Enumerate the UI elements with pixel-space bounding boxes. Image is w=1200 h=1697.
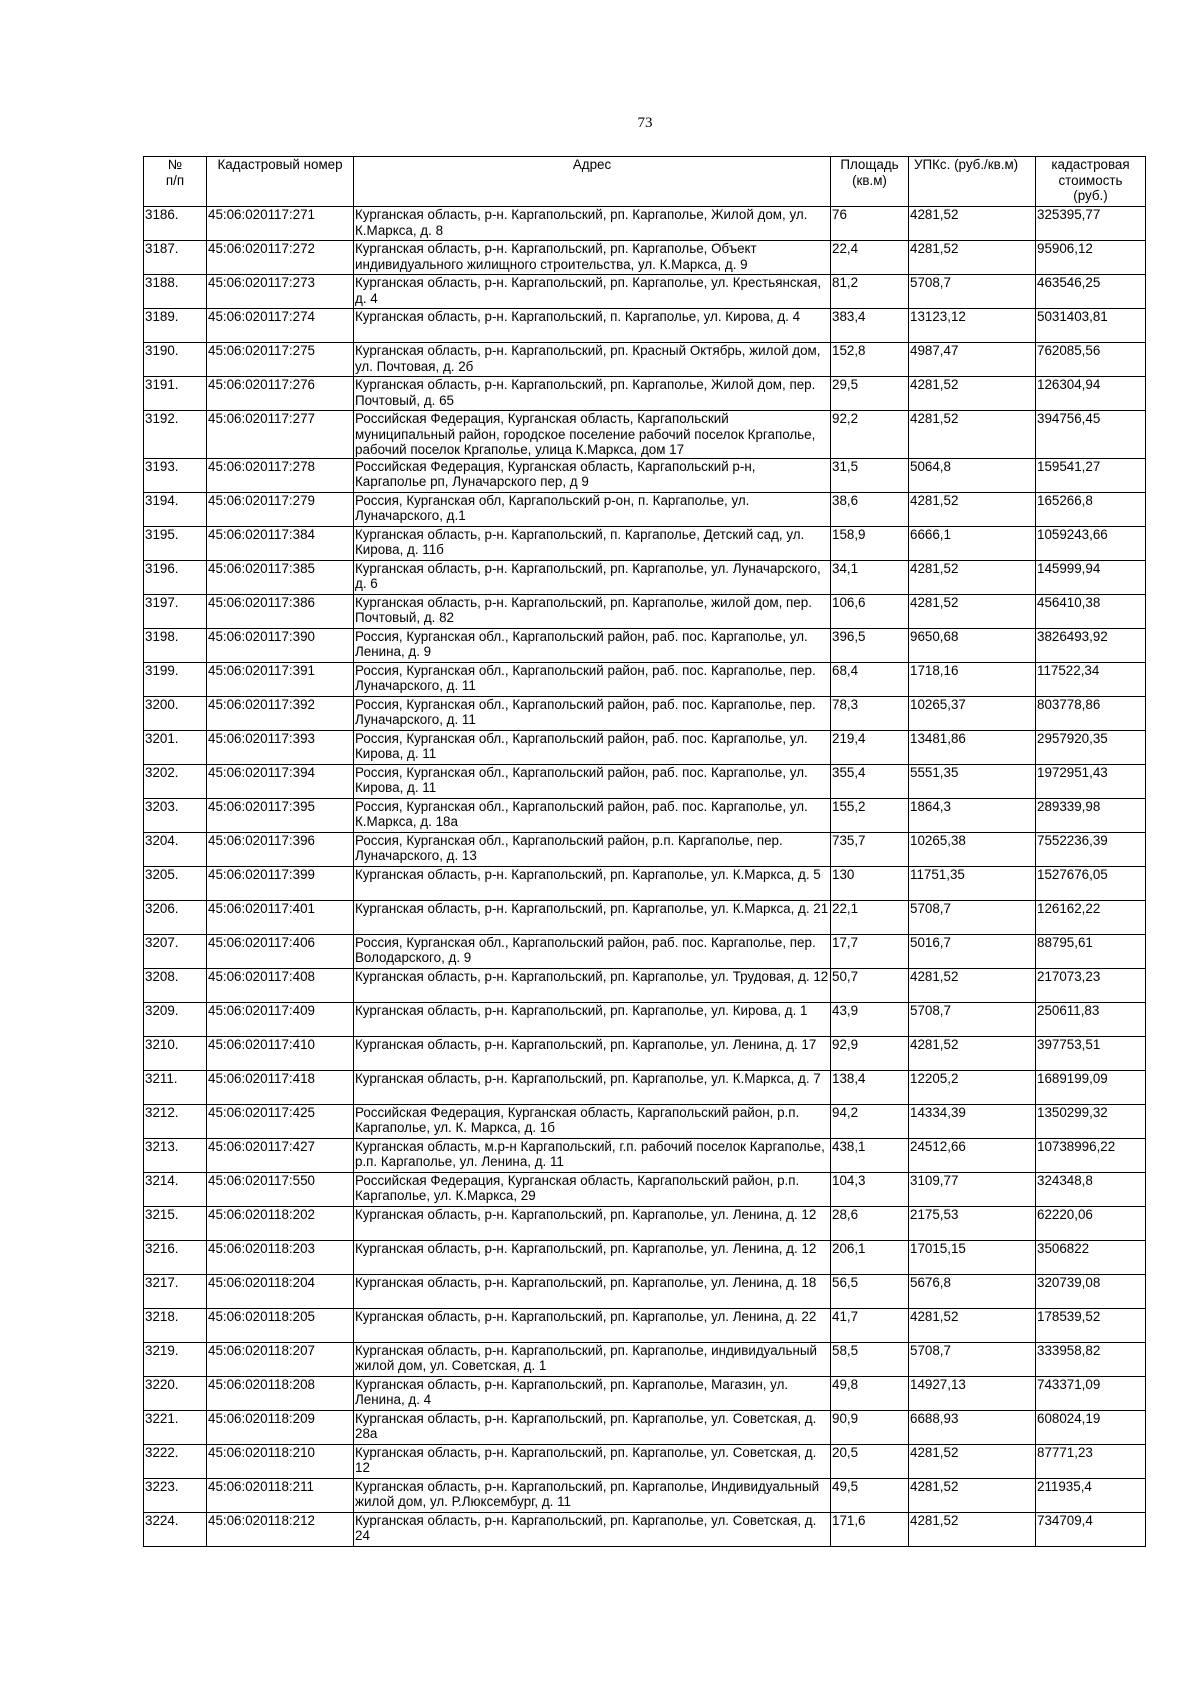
area-cell: 29,5 xyxy=(831,377,909,411)
upks-cell: 5708,7 xyxy=(909,1002,1036,1036)
cadastral-value-cell: 1527676,05 xyxy=(1036,866,1146,900)
area-cell: 22,1 xyxy=(831,900,909,934)
table-row xyxy=(144,458,1146,492)
address-cell: Россия, Курганская обл., Каргапольский район, раб. пос. Каргаполье, ул. Кирова, д. 11 xyxy=(354,730,831,764)
address-cell: Курганская область, р-н. Каргапольский, рп. Каргаполье, ул. Трудовая, д. 12 xyxy=(354,968,831,1002)
row-number-cell: 3207. xyxy=(144,934,207,968)
row-number-cell: 3203. xyxy=(144,798,207,832)
table-row xyxy=(144,968,1146,1002)
row-number-cell: 3192. xyxy=(144,411,207,459)
cadastral-value-cell: 1972951,43 xyxy=(1036,764,1146,798)
address-cell: Курганская область, р-н. Каргапольский, рп. Каргаполье, Жилой дом, пер. Почтовый, д. 65 xyxy=(354,377,831,411)
header-num: № п/п xyxy=(144,157,207,207)
table-row xyxy=(144,696,1146,730)
table-row xyxy=(144,1444,1146,1478)
upks-cell: 4281,52 xyxy=(909,241,1036,275)
table-row xyxy=(144,411,1146,459)
cadastral-number-cell: 45:06:020117:427 xyxy=(207,1138,354,1172)
cadastral-value-cell: 803778,86 xyxy=(1036,696,1146,730)
table-row xyxy=(144,1036,1146,1070)
cadastral-number-cell: 45:06:020117:274 xyxy=(207,309,354,343)
area-cell: 49,5 xyxy=(831,1478,909,1512)
upks-cell: 3109,77 xyxy=(909,1172,1036,1206)
area-cell: 56,5 xyxy=(831,1274,909,1308)
address-cell: Россия, Курганская обл., Каргапольский район, раб. пос. Каргаполье, ул. К.Маркса, д. 18а xyxy=(354,798,831,832)
cadastral-value-cell: 7552236,39 xyxy=(1036,832,1146,866)
table-row xyxy=(144,1206,1146,1240)
row-number-cell: 3210. xyxy=(144,1036,207,1070)
table-row xyxy=(144,1240,1146,1274)
upks-cell: 5708,7 xyxy=(909,275,1036,309)
table-row xyxy=(144,1308,1146,1342)
row-number-cell: 3219. xyxy=(144,1342,207,1376)
cadastral-value-cell: 324348,8 xyxy=(1036,1172,1146,1206)
header-area: Площадь (кв.м) xyxy=(831,157,909,207)
table-row xyxy=(144,343,1146,377)
header-upks: УПКс. (руб./кв.м) xyxy=(909,157,1036,207)
area-cell: 41,7 xyxy=(831,1308,909,1342)
cadastral-number-cell: 45:06:020117:406 xyxy=(207,934,354,968)
area-cell: 34,1 xyxy=(831,560,909,594)
cadastral-number-cell: 45:06:020117:550 xyxy=(207,1172,354,1206)
row-number-cell: 3208. xyxy=(144,968,207,1002)
area-cell: 206,1 xyxy=(831,1240,909,1274)
cadastral-value-cell: 320739,08 xyxy=(1036,1274,1146,1308)
cadastral-number-cell: 45:06:020118:208 xyxy=(207,1376,354,1410)
address-cell: Россия, Курганская обл., Каргапольский район, раб. пос. Каргаполье, пер. Володарского, д. 9 xyxy=(354,934,831,968)
cadastral-value-cell: 394756,45 xyxy=(1036,411,1146,459)
area-cell: 92,2 xyxy=(831,411,909,459)
area-cell: 68,4 xyxy=(831,662,909,696)
upks-cell: 4281,52 xyxy=(909,1512,1036,1546)
cadastral-value-cell: 87771,23 xyxy=(1036,1444,1146,1478)
cadastral-number-cell: 45:06:020117:418 xyxy=(207,1070,354,1104)
area-cell: 158,9 xyxy=(831,526,909,560)
table-row xyxy=(144,832,1146,866)
cadastral-value-cell: 1350299,32 xyxy=(1036,1104,1146,1138)
upks-cell: 13123,12 xyxy=(909,309,1036,343)
address-cell: Курганская область, р-н. Каргапольский, рп. Каргаполье, ул. Ленина, д. 17 xyxy=(354,1036,831,1070)
cadastral-value-cell: 734709,4 xyxy=(1036,1512,1146,1546)
table-row xyxy=(144,1274,1146,1308)
table-row xyxy=(144,934,1146,968)
upks-cell: 4281,52 xyxy=(909,377,1036,411)
table-row xyxy=(144,1002,1146,1036)
address-cell: Россия, Курганская обл., Каргапольский район, р.п. Каргаполье, пер. Луначарского, д. 13 xyxy=(354,832,831,866)
area-cell: 106,6 xyxy=(831,594,909,628)
area-cell: 94,2 xyxy=(831,1104,909,1138)
cadastral-number-cell: 45:06:020117:276 xyxy=(207,377,354,411)
cadastral-number-cell: 45:06:020118:207 xyxy=(207,1342,354,1376)
cadastral-number-cell: 45:06:020117:399 xyxy=(207,866,354,900)
cadastral-value-cell: 250611,83 xyxy=(1036,1002,1146,1036)
address-cell: Курганская область, р-н. Каргапольский, рп. Каргаполье, ул. Советская, д. 24 xyxy=(354,1512,831,1546)
row-number-cell: 3191. xyxy=(144,377,207,411)
area-cell: 43,9 xyxy=(831,1002,909,1036)
cadastral-number-cell: 45:06:020117:277 xyxy=(207,411,354,459)
address-cell: Курганская область, р-н. Каргапольский, рп. Каргаполье, жилой дом, пер. Почтовый, д. 82 xyxy=(354,594,831,628)
cadastral-table xyxy=(143,156,1146,1547)
row-number-cell: 3193. xyxy=(144,458,207,492)
upks-cell: 11751,35 xyxy=(909,866,1036,900)
address-cell: Курганская область, р-н. Каргапольский, рп. Каргаполье, ул. Ленина, д. 12 xyxy=(354,1206,831,1240)
table-row xyxy=(144,241,1146,275)
upks-cell: 4281,52 xyxy=(909,1308,1036,1342)
upks-cell: 24512,66 xyxy=(909,1138,1036,1172)
upks-cell: 5016,7 xyxy=(909,934,1036,968)
address-cell: Курганская область, р-н. Каргапольский, рп. Каргаполье, Объект индивидуального жилищного строительства, ул. К.Маркса, д. 9 xyxy=(354,241,831,275)
row-number-cell: 3194. xyxy=(144,492,207,526)
address-cell: Курганская область, р-н. Каргапольский, рп. Каргаполье, индивидуальный жилой дом, ул. Советская, д. 1 xyxy=(354,1342,831,1376)
table-row xyxy=(144,309,1146,343)
row-number-cell: 3196. xyxy=(144,560,207,594)
cadastral-number-cell: 45:06:020117:408 xyxy=(207,968,354,1002)
row-number-cell: 3190. xyxy=(144,343,207,377)
address-cell: Российская Федерация, Курганская область, Каргапольский муниципальный район, городское поселение рабочий поселок Кргаполье, рабочий поселок Кргаполье, улица К.Маркса, дом 17 xyxy=(354,411,831,459)
area-cell: 81,2 xyxy=(831,275,909,309)
cadastral-value-cell: 3826493,92 xyxy=(1036,628,1146,662)
row-number-cell: 3205. xyxy=(144,866,207,900)
cadastral-value-cell: 159541,27 xyxy=(1036,458,1146,492)
cadastral-value-cell: 397753,51 xyxy=(1036,1036,1146,1070)
row-number-cell: 3199. xyxy=(144,662,207,696)
upks-cell: 4281,52 xyxy=(909,968,1036,1002)
row-number-cell: 3187. xyxy=(144,241,207,275)
address-cell: Курганская область, р-н. Каргапольский, рп. Каргаполье, ул. К.Маркса, д. 7 xyxy=(354,1070,831,1104)
area-cell: 171,6 xyxy=(831,1512,909,1546)
cadastral-number-cell: 45:06:020117:391 xyxy=(207,662,354,696)
address-cell: Курганская область, р-н. Каргапольский, рп. Каргаполье, ул. Крестьянская, д. 4 xyxy=(354,275,831,309)
cadastral-value-cell: 145999,94 xyxy=(1036,560,1146,594)
table-row xyxy=(144,1410,1146,1444)
cadastral-number-cell: 45:06:020117:273 xyxy=(207,275,354,309)
row-number-cell: 3202. xyxy=(144,764,207,798)
row-number-cell: 3209. xyxy=(144,1002,207,1036)
upks-cell: 12205,2 xyxy=(909,1070,1036,1104)
row-number-cell: 3201. xyxy=(144,730,207,764)
cadastral-number-cell: 45:06:020118:202 xyxy=(207,1206,354,1240)
cadastral-number-cell: 45:06:020117:392 xyxy=(207,696,354,730)
area-cell: 152,8 xyxy=(831,343,909,377)
cadastral-number-cell: 45:06:020117:279 xyxy=(207,492,354,526)
upks-cell: 4281,52 xyxy=(909,1444,1036,1478)
row-number-cell: 3213. xyxy=(144,1138,207,1172)
cadastral-value-cell: 2957920,35 xyxy=(1036,730,1146,764)
cadastral-value-cell: 333958,82 xyxy=(1036,1342,1146,1376)
cadastral-number-cell: 45:06:020118:203 xyxy=(207,1240,354,1274)
cadastral-value-cell: 117522,34 xyxy=(1036,662,1146,696)
table-row xyxy=(144,560,1146,594)
address-cell: Курганская область, р-н. Каргапольский, рп. Каргаполье, Индивидуальный жилой дом, ул. Р.Люксембург, д. 11 xyxy=(354,1478,831,1512)
table-row xyxy=(144,730,1146,764)
cadastral-value-cell: 1689199,09 xyxy=(1036,1070,1146,1104)
address-cell: Курганская область, р-н. Каргапольский, п. Каргаполье, ул. Кирова, д. 4 xyxy=(354,309,831,343)
table-row xyxy=(144,1376,1146,1410)
cadastral-number-cell: 45:06:020117:393 xyxy=(207,730,354,764)
area-cell: 138,4 xyxy=(831,1070,909,1104)
upks-cell: 4281,52 xyxy=(909,594,1036,628)
upks-cell: 5064,8 xyxy=(909,458,1036,492)
area-cell: 17,7 xyxy=(831,934,909,968)
area-cell: 78,3 xyxy=(831,696,909,730)
table-row xyxy=(144,900,1146,934)
row-number-cell: 3215. xyxy=(144,1206,207,1240)
address-cell: Курганская область, р-н. Каргапольский, рп. Каргаполье, Жилой дом, ул. К.Маркса, д. 8 xyxy=(354,207,831,241)
row-number-cell: 3221. xyxy=(144,1410,207,1444)
table-row xyxy=(144,1478,1146,1512)
cadastral-value-cell: 608024,19 xyxy=(1036,1410,1146,1444)
area-cell: 438,1 xyxy=(831,1138,909,1172)
address-cell: Российская Федерация, Курганская область, Каргапольский район, р.п. Каргаполье, ул. К.Маркса, 29 xyxy=(354,1172,831,1206)
area-cell: 38,6 xyxy=(831,492,909,526)
cadastral-value-cell: 88795,61 xyxy=(1036,934,1146,968)
row-number-cell: 3204. xyxy=(144,832,207,866)
row-number-cell: 3189. xyxy=(144,309,207,343)
table-row xyxy=(144,866,1146,900)
area-cell: 155,2 xyxy=(831,798,909,832)
cadastral-value-cell: 5031403,81 xyxy=(1036,309,1146,343)
address-cell: Курганская область, м.р-н Каргапольский, г.п. рабочий поселок Каргаполье, р.п. Каргаполье, ул. Ленина, д. 11 xyxy=(354,1138,831,1172)
cadastral-number-cell: 45:06:020117:395 xyxy=(207,798,354,832)
cadastral-number-cell: 45:06:020117:396 xyxy=(207,832,354,866)
cadastral-value-cell: 165266,8 xyxy=(1036,492,1146,526)
cadastral-value-cell: 325395,77 xyxy=(1036,207,1146,241)
row-number-cell: 3217. xyxy=(144,1274,207,1308)
upks-cell: 17015,15 xyxy=(909,1240,1036,1274)
table-row xyxy=(144,594,1146,628)
table-row xyxy=(144,377,1146,411)
upks-cell: 14334,39 xyxy=(909,1104,1036,1138)
cadastral-number-cell: 45:06:020117:409 xyxy=(207,1002,354,1036)
table-row xyxy=(144,798,1146,832)
upks-cell: 14927,13 xyxy=(909,1376,1036,1410)
cadastral-number-cell: 45:06:020117:275 xyxy=(207,343,354,377)
row-number-cell: 3211. xyxy=(144,1070,207,1104)
upks-cell: 10265,37 xyxy=(909,696,1036,730)
area-cell: 58,5 xyxy=(831,1342,909,1376)
address-cell: Курганская область, р-н. Каргапольский, рп. Каргаполье, ул. Ленина, д. 22 xyxy=(354,1308,831,1342)
address-cell: Курганская область, р-н. Каргапольский, рп. Каргаполье, ул. Кирова, д. 1 xyxy=(354,1002,831,1036)
address-cell: Курганская область, р-н. Каргапольский, рп. Каргаполье, ул. Ленина, д. 12 xyxy=(354,1240,831,1274)
address-cell: Российская Федерация, Курганская область, Каргапольский р-н, Каргаполье рп, Луначарского пер, д 9 xyxy=(354,458,831,492)
upks-cell: 4281,52 xyxy=(909,411,1036,459)
area-cell: 90,9 xyxy=(831,1410,909,1444)
address-cell: Российская Федерация, Курганская область, Каргапольский район, р.п. Каргаполье, ул. К. Маркса, д. 1б xyxy=(354,1104,831,1138)
cadastral-value-cell: 217073,23 xyxy=(1036,968,1146,1002)
area-cell: 22,4 xyxy=(831,241,909,275)
cadastral-value-cell: 743371,09 xyxy=(1036,1376,1146,1410)
table-header-row xyxy=(144,157,1146,207)
cadastral-value-cell: 10738996,22 xyxy=(1036,1138,1146,1172)
area-cell: 31,5 xyxy=(831,458,909,492)
table-row xyxy=(144,1070,1146,1104)
address-cell: Курганская область, р-н. Каргапольский, рп. Каргаполье, ул. Луначарского, д. 6 xyxy=(354,560,831,594)
row-number-cell: 3214. xyxy=(144,1172,207,1206)
table-row xyxy=(144,662,1146,696)
row-number-cell: 3222. xyxy=(144,1444,207,1478)
area-cell: 130 xyxy=(831,866,909,900)
cadastral-number-cell: 45:06:020117:272 xyxy=(207,241,354,275)
table-row xyxy=(144,764,1146,798)
area-cell: 76 xyxy=(831,207,909,241)
upks-cell: 10265,38 xyxy=(909,832,1036,866)
row-number-cell: 3224. xyxy=(144,1512,207,1546)
row-number-cell: 3188. xyxy=(144,275,207,309)
upks-cell: 4281,52 xyxy=(909,1478,1036,1512)
table-row xyxy=(144,492,1146,526)
cadastral-number-cell: 45:06:020117:386 xyxy=(207,594,354,628)
area-cell: 383,4 xyxy=(831,309,909,343)
cadastral-number-cell: 45:06:020118:204 xyxy=(207,1274,354,1308)
area-cell: 28,6 xyxy=(831,1206,909,1240)
cadastral-number-cell: 45:06:020117:390 xyxy=(207,628,354,662)
upks-cell: 13481,86 xyxy=(909,730,1036,764)
cadastral-number-cell: 45:06:020117:271 xyxy=(207,207,354,241)
area-cell: 219,4 xyxy=(831,730,909,764)
upks-cell: 4281,52 xyxy=(909,1036,1036,1070)
area-cell: 50,7 xyxy=(831,968,909,1002)
area-cell: 20,5 xyxy=(831,1444,909,1478)
table-row xyxy=(144,1104,1146,1138)
upks-cell: 6688,93 xyxy=(909,1410,1036,1444)
cadastral-value-cell: 3506822 xyxy=(1036,1240,1146,1274)
cadastral-number-cell: 45:06:020117:394 xyxy=(207,764,354,798)
cadastral-value-cell: 62220,06 xyxy=(1036,1206,1146,1240)
row-number-cell: 3200. xyxy=(144,696,207,730)
cadastral-value-cell: 762085,56 xyxy=(1036,343,1146,377)
cadastral-number-cell: 45:06:020118:210 xyxy=(207,1444,354,1478)
row-number-cell: 3220. xyxy=(144,1376,207,1410)
area-cell: 49,8 xyxy=(831,1376,909,1410)
cadastral-number-cell: 45:06:020118:211 xyxy=(207,1478,354,1512)
table-body xyxy=(144,207,1146,1547)
upks-cell: 5551,35 xyxy=(909,764,1036,798)
table-row xyxy=(144,1138,1146,1172)
upks-cell: 2175,53 xyxy=(909,1206,1036,1240)
upks-cell: 1718,16 xyxy=(909,662,1036,696)
cadastral-value-cell: 456410,38 xyxy=(1036,594,1146,628)
area-cell: 355,4 xyxy=(831,764,909,798)
cadastral-value-cell: 289339,98 xyxy=(1036,798,1146,832)
cadastral-value-cell: 95906,12 xyxy=(1036,241,1146,275)
upks-cell: 6666,1 xyxy=(909,526,1036,560)
address-cell: Россия, Курганская обл., Каргапольский район, раб. пос. Каргаполье, пер. Луначарского, д. 11 xyxy=(354,696,831,730)
table-row xyxy=(144,1172,1146,1206)
cadastral-value-cell: 126162,22 xyxy=(1036,900,1146,934)
address-cell: Курганская область, р-н. Каргапольский, рп. Каргаполье, ул. Советская, д. 28а xyxy=(354,1410,831,1444)
upks-cell: 5708,7 xyxy=(909,1342,1036,1376)
page-number: 73 xyxy=(637,115,653,131)
address-cell: Россия, Курганская обл., Каргапольский район, раб. пос. Каргаполье, ул. Кирова, д. 11 xyxy=(354,764,831,798)
cadastral-number-cell: 45:06:020117:278 xyxy=(207,458,354,492)
address-cell: Курганская область, р-н. Каргапольский, рп. Каргаполье, ул. К.Маркса, д. 21 xyxy=(354,900,831,934)
table-row xyxy=(144,1342,1146,1376)
row-number-cell: 3206. xyxy=(144,900,207,934)
address-cell: Россия, Курганская обл., Каргапольский район, раб. пос. Каргаполье, ул. Ленина, д. 9 xyxy=(354,628,831,662)
row-number-cell: 3212. xyxy=(144,1104,207,1138)
address-cell: Курганская область, р-н. Каргапольский, рп. Каргаполье, ул. Ленина, д. 18 xyxy=(354,1274,831,1308)
cadastral-number-cell: 45:06:020117:385 xyxy=(207,560,354,594)
upks-cell: 4281,52 xyxy=(909,207,1036,241)
cadastral-number-cell: 45:06:020117:410 xyxy=(207,1036,354,1070)
upks-cell: 5676,8 xyxy=(909,1274,1036,1308)
cadastral-value-cell: 1059243,66 xyxy=(1036,526,1146,560)
upks-cell: 1864,3 xyxy=(909,798,1036,832)
cadastral-value-cell: 178539,52 xyxy=(1036,1308,1146,1342)
table-row xyxy=(144,526,1146,560)
address-cell: Россия, Курганская обл., Каргапольский район, раб. пос. Каргаполье, пер. Луначарского, д. 11 xyxy=(354,662,831,696)
header-address: Адрес xyxy=(354,157,831,207)
upks-cell: 4281,52 xyxy=(909,492,1036,526)
row-number-cell: 3223. xyxy=(144,1478,207,1512)
address-cell: Курганская область, р-н. Каргапольский, п. Каргаполье, Детский сад, ул. Кирова, д. 11б xyxy=(354,526,831,560)
row-number-cell: 3198. xyxy=(144,628,207,662)
cadastral-number-cell: 45:06:020117:384 xyxy=(207,526,354,560)
upks-cell: 9650,68 xyxy=(909,628,1036,662)
header-value: кадастровая стоимость (руб.) xyxy=(1036,157,1146,207)
table-row xyxy=(144,275,1146,309)
area-cell: 396,5 xyxy=(831,628,909,662)
cadastral-value-cell: 463546,25 xyxy=(1036,275,1146,309)
row-number-cell: 3195. xyxy=(144,526,207,560)
address-cell: Курганская область, р-н. Каргапольский, рп. Каргаполье, Магазин, ул. Ленина, д. 4 xyxy=(354,1376,831,1410)
cadastral-value-cell: 211935,4 xyxy=(1036,1478,1146,1512)
upks-cell: 5708,7 xyxy=(909,900,1036,934)
area-cell: 735,7 xyxy=(831,832,909,866)
upks-cell: 4987,47 xyxy=(909,343,1036,377)
row-number-cell: 3218. xyxy=(144,1308,207,1342)
address-cell: Курганская область, р-н. Каргапольский, рп. Каргаполье, ул. Советская, д. 12 xyxy=(354,1444,831,1478)
address-cell: Курганская область, р-н. Каргапольский, рп. Красный Октябрь, жилой дом, ул. Почтовая, д. 2б xyxy=(354,343,831,377)
area-cell: 92,9 xyxy=(831,1036,909,1070)
header-cadastral: Кадастровый номер xyxy=(207,157,354,207)
row-number-cell: 3186. xyxy=(144,207,207,241)
cadastral-value-cell: 126304,94 xyxy=(1036,377,1146,411)
row-number-cell: 3197. xyxy=(144,594,207,628)
table-row xyxy=(144,628,1146,662)
cadastral-number-cell: 45:06:020118:212 xyxy=(207,1512,354,1546)
row-number-cell: 3216. xyxy=(144,1240,207,1274)
area-cell: 104,3 xyxy=(831,1172,909,1206)
cadastral-number-cell: 45:06:020118:209 xyxy=(207,1410,354,1444)
table-row xyxy=(144,1512,1146,1546)
address-cell: Россия, Курганская обл, Каргапольский р-он, п. Каргаполье, ул. Луначарского, д.1 xyxy=(354,492,831,526)
table-row xyxy=(144,207,1146,241)
cadastral-number-cell: 45:06:020117:425 xyxy=(207,1104,354,1138)
cadastral-number-cell: 45:06:020117:401 xyxy=(207,900,354,934)
cadastral-number-cell: 45:06:020118:205 xyxy=(207,1308,354,1342)
upks-cell: 4281,52 xyxy=(909,560,1036,594)
address-cell: Курганская область, р-н. Каргапольский, рп. Каргаполье, ул. К.Маркса, д. 5 xyxy=(354,866,831,900)
